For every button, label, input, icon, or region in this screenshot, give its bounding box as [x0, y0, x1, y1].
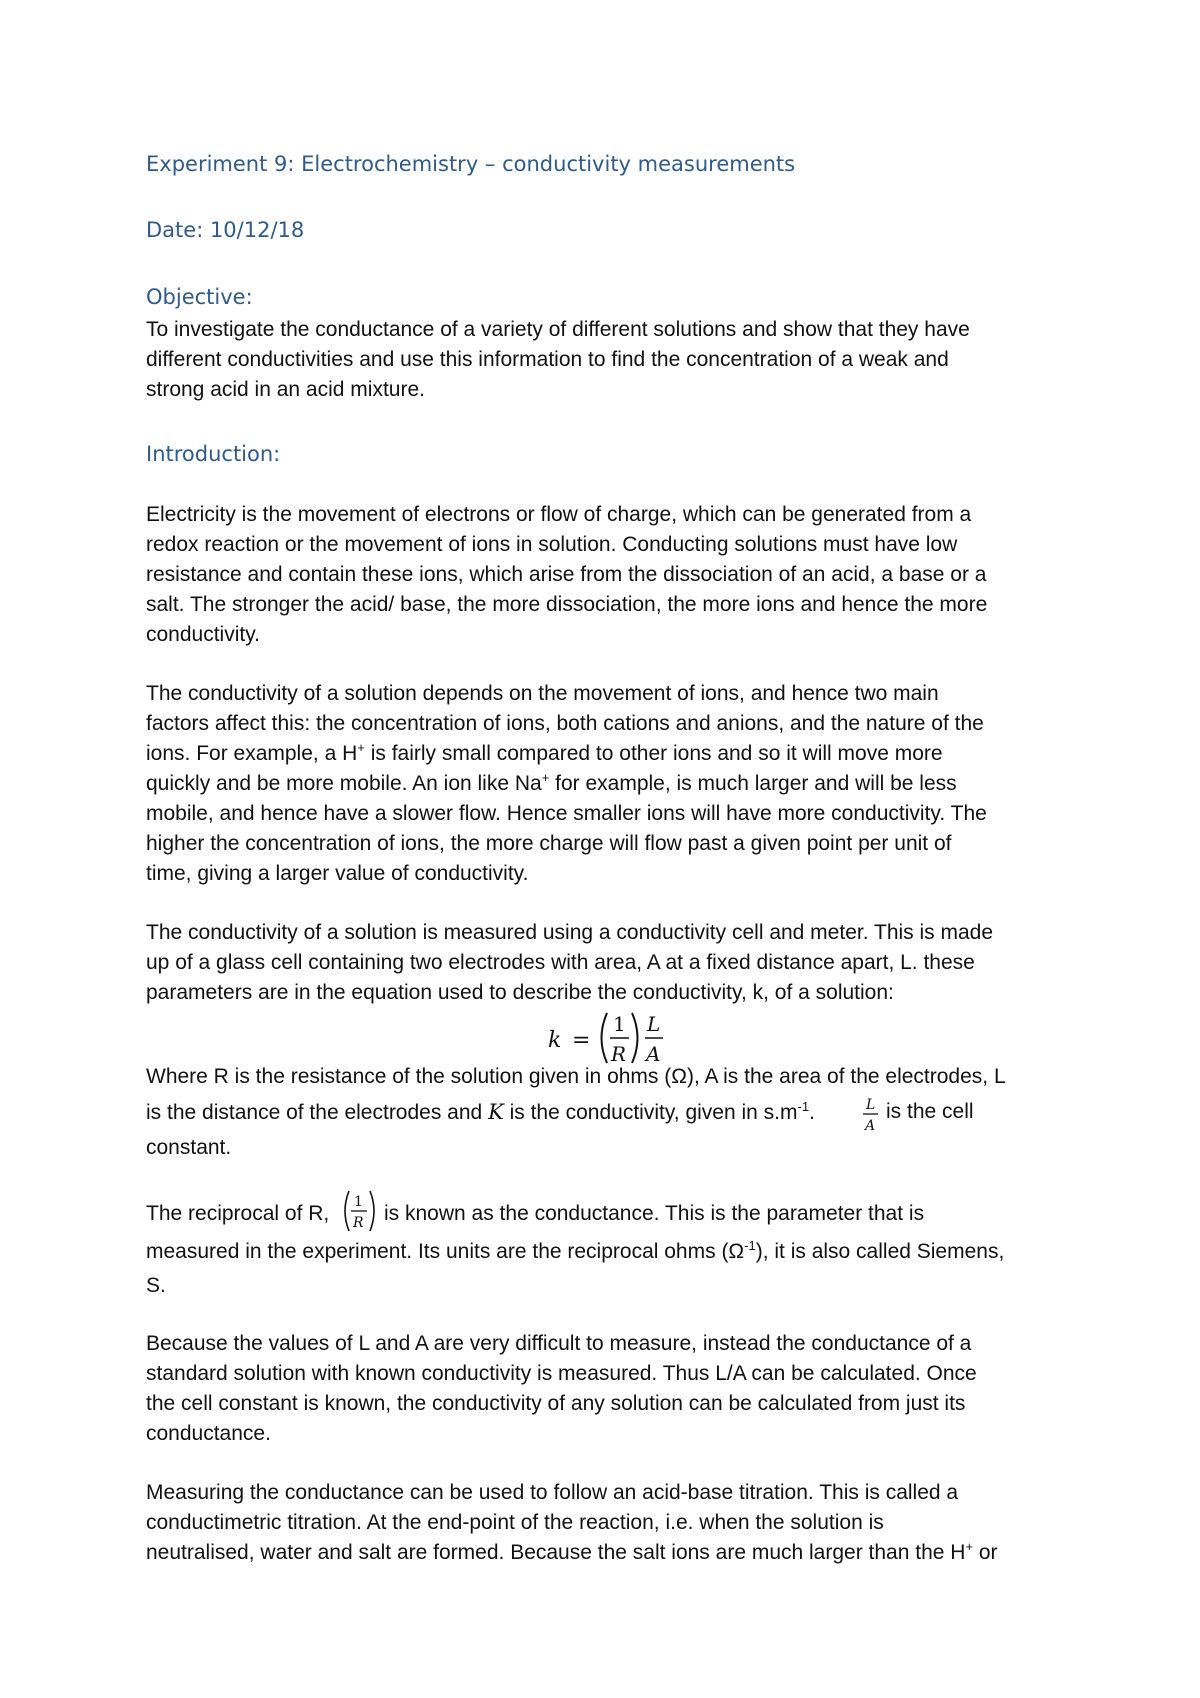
paragraph-line: conductimetric titration. At the end-point of the reaction, i.e. when the solution is	[146, 1511, 884, 1534]
paragraph-line: Because the values of L and A are very difficult to measure, instead the conductance of a	[146, 1332, 972, 1355]
paragraph-line: conductance.	[146, 1422, 271, 1445]
paragraph-line: is the distance of the electrodes and K is the conductivity, given in $s.m^{-1}$.	[146, 1099, 815, 1124]
paragraph-line: time, giving a larger value of conductivity.	[146, 862, 529, 885]
paragraph-line: standard solution with known conductivity is measured. Thus L/A can be calculated. Once	[146, 1362, 977, 1385]
paragraph-line: up of a glass cell containing two electrodes with area, A at a fixed distance apart, L. these	[146, 951, 975, 974]
paragraph-line: The conductivity of a solution depends on the movement of ions, and hence two main	[146, 682, 939, 705]
formula-r: R	[611, 1042, 627, 1066]
objective-line: strong acid in an acid mixture.	[146, 378, 425, 401]
objective-heading: Objective:	[146, 285, 253, 309]
paragraph-line: constant.	[146, 1136, 232, 1159]
formula-right-paren	[632, 1013, 638, 1063]
paragraph-line: S.	[146, 1274, 166, 1297]
cell-constant-fraction	[860, 1093, 884, 1137]
paragraph-line: redox reaction or the movement of ions in solution. Conducting solutions must have low	[146, 533, 958, 556]
paragraph-line: factors affect this: the concentration of ions, both cations and anions, and the nature of the	[146, 712, 984, 735]
reciprocal-fraction	[341, 1188, 379, 1234]
svg-text:L: L	[866, 1097, 876, 1113]
formula-equals: =	[572, 1028, 591, 1053]
introduction-heading: Introduction:	[146, 442, 281, 466]
paragraph-line: higher the concentration of ions, the more charge will flow past a given point per unit of	[146, 832, 952, 855]
formula-one: 1	[613, 1012, 626, 1036]
paragraph-line: Where R is the resistance of the solution given in ohms (Ω), A is the area of the electrodes, L	[146, 1065, 1006, 1088]
formula-a: A	[646, 1042, 661, 1066]
paragraph-line: parameters are in the equation used to describe the conductivity, k, of a solution:	[146, 981, 894, 1004]
paragraph-line: quickly and be more mobile. An ion like Na+ for example, is much larger and will be less	[146, 770, 957, 795]
formula-left-paren	[602, 1013, 608, 1063]
paragraph-line: resistance and contain these ions, which arise from the dissociation of an acid, a base or a	[146, 563, 987, 586]
conductivity-formula	[0, 1005, 1200, 1067]
paragraph-line: the cell constant is known, the conductivity of any solution can be calculated from just its	[146, 1392, 966, 1415]
paragraph-line: Measuring the conductance can be used to follow an acid-base titration. This is called a	[146, 1481, 959, 1504]
formula-k: k	[548, 1028, 562, 1053]
paragraph-line: is known as the conductance. This is the parameter that is	[384, 1202, 925, 1225]
paragraph-line: ions. For example, a H+ is fairly small compared to other ions and so it will move more	[146, 740, 943, 765]
svg-text:1: 1	[354, 1194, 363, 1210]
paragraph-line: salt. The stronger the acid/ base, the more dissociation, the more ions and hence the more	[146, 593, 988, 616]
objective-line: different conductivities and use this information to find the concentration of a weak and	[146, 348, 949, 371]
document-title: Experiment 9: Electrochemistry – conductivity measurements	[146, 152, 796, 176]
paragraph-line: is the cell	[886, 1100, 974, 1123]
formula-l: L	[647, 1012, 661, 1036]
paragraph-line: The conductivity of a solution is measured using a conductivity cell and meter. This is made	[146, 921, 994, 944]
paragraph-line: conductivity.	[146, 623, 260, 646]
paragraph-line: neutralised, water and salt are formed. Because the salt ions are much larger than the H+ or	[146, 1539, 998, 1564]
svg-text:R: R	[353, 1215, 364, 1231]
paragraph-line: measured in the experiment. Its units are the reciprocal ohms $(\Omega^{-1})$, it is also called Siemens,	[146, 1238, 1005, 1263]
svg-text:A: A	[865, 1118, 876, 1134]
paragraph-line: The reciprocal of R,	[146, 1202, 330, 1225]
objective-line: To investigate the conductance of a variety of different solutions and show that they have	[146, 318, 970, 341]
document-date: Date: 10/12/18	[146, 218, 305, 242]
paragraph-line: Electricity is the movement of electrons or flow of charge, which can be generated from a	[146, 503, 972, 526]
paragraph-line: mobile, and hence have a slower flow. Hence smaller ions will have more conductivity. The	[146, 802, 987, 825]
